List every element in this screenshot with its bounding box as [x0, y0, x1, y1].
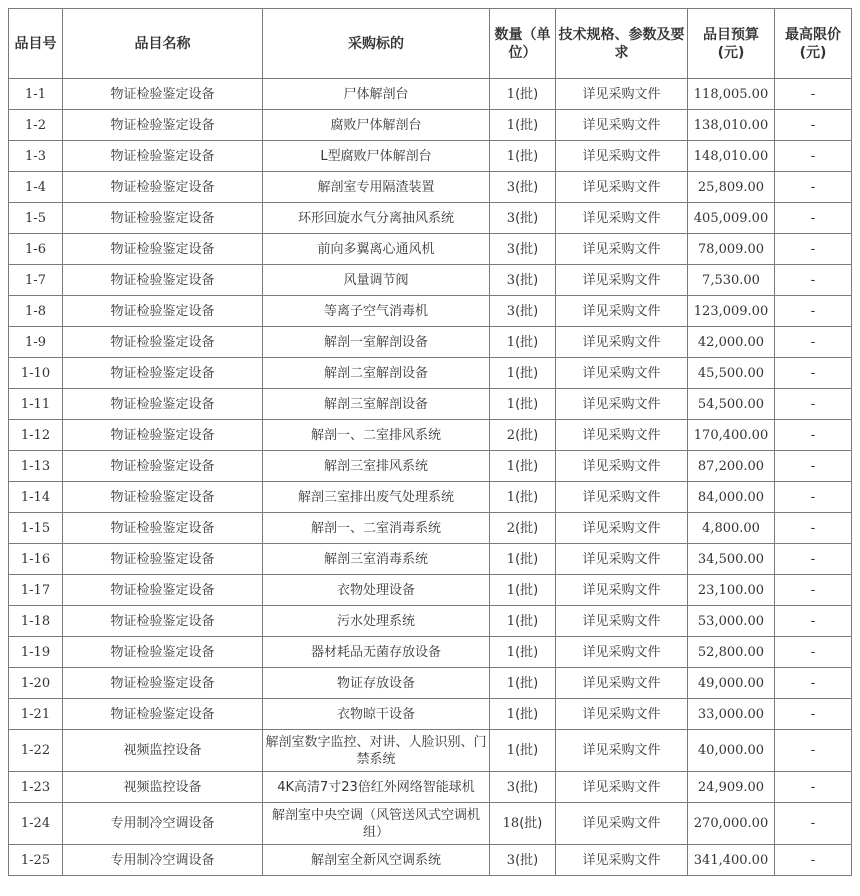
item-no-cell: 1-14 [9, 482, 63, 513]
spec-cell: 详见采购文件 [556, 845, 688, 876]
spec-cell: 详见采购文件 [556, 575, 688, 606]
quantity-cell [490, 803, 556, 845]
target-cell: 器材耗品无菌存放设备 [263, 637, 490, 668]
limit-cell: - [775, 172, 852, 203]
spec-cell: 详见采购文件 [556, 699, 688, 730]
table-row [9, 772, 852, 803]
target-cell: 解剖二室解剖设备 [263, 358, 490, 389]
quantity-unit: (批) [515, 117, 539, 133]
table-row [9, 637, 852, 668]
quantity-cell [490, 544, 556, 575]
limit-cell: - [775, 482, 852, 513]
quantity-number: 3 [506, 852, 516, 868]
budget-cell: 148,010.00 [688, 141, 775, 172]
spec-cell: 详见采购文件 [556, 451, 688, 482]
table-row [9, 296, 852, 327]
quantity-number: 1 [506, 365, 516, 381]
spec-cell: 详见采购文件 [556, 327, 688, 358]
quantity-cell [490, 637, 556, 668]
quantity-number: 2 [506, 427, 516, 443]
category-cell: 物证检验鉴定设备 [63, 575, 263, 606]
target-cell: 4K高清7寸23倍红外网络智能球机 [263, 772, 490, 803]
quantity-unit: (批) [515, 520, 539, 536]
target-cell: 污水处理系统 [263, 606, 490, 637]
quantity-number: 1 [506, 396, 516, 412]
item-no-cell: 1-2 [9, 110, 63, 141]
budget-cell: 25,809.00 [688, 172, 775, 203]
quantity-cell [490, 451, 556, 482]
quantity-unit: (批) [515, 779, 539, 795]
limit-cell: - [775, 513, 852, 544]
spec-cell: 详见采购文件 [556, 110, 688, 141]
quantity-cell [490, 358, 556, 389]
target-cell: 环形回旋水气分离抽风系统 [263, 203, 490, 234]
limit-cell: - [775, 730, 852, 772]
quantity-number: 1 [506, 551, 516, 567]
quantity-number: 1 [506, 489, 516, 505]
item-no-cell: 1-20 [9, 668, 63, 699]
limit-cell: - [775, 803, 852, 845]
spec-cell: 详见采购文件 [556, 141, 688, 172]
target-cell: 解剖一、二室消毒系统 [263, 513, 490, 544]
quantity-number: 1 [506, 582, 516, 598]
limit-cell: - [775, 79, 852, 110]
quantity-unit: (批) [515, 241, 539, 257]
quantity-cell [490, 482, 556, 513]
table-row [9, 141, 852, 172]
category-cell: 物证检验鉴定设备 [63, 637, 263, 668]
quantity-unit: (批) [515, 272, 539, 288]
quantity-unit: (批) [515, 210, 539, 226]
spec-cell: 详见采购文件 [556, 513, 688, 544]
quantity-number: 18 [502, 816, 520, 831]
budget-cell: 87,200.00 [688, 451, 775, 482]
target-cell: 解剖室数字监控、对讲、人脸识别、门禁系统 [263, 730, 490, 772]
category-cell: 物证检验鉴定设备 [63, 699, 263, 730]
quantity-number: 1 [506, 86, 516, 102]
item-no-cell: 1-10 [9, 358, 63, 389]
quantity-unit: (批) [519, 816, 543, 831]
item-no-cell: 1-24 [9, 803, 63, 845]
budget-cell: 23,100.00 [688, 575, 775, 606]
target-cell: 尸体解剖台 [263, 79, 490, 110]
header-category: 品目名称 [63, 9, 263, 79]
category-cell: 物证检验鉴定设备 [63, 79, 263, 110]
item-no-cell: 1-1 [9, 79, 63, 110]
quantity-unit: (批) [515, 458, 539, 474]
quantity-unit: (批) [515, 303, 539, 319]
header-spec: 技术规格、参数及要求 [556, 9, 688, 79]
category-cell: 物证检验鉴定设备 [63, 234, 263, 265]
budget-cell: 49,000.00 [688, 668, 775, 699]
spec-cell: 详见采购文件 [556, 203, 688, 234]
quantity-unit: (批) [515, 489, 539, 505]
quantity-number: 1 [506, 706, 516, 722]
spec-cell: 详见采购文件 [556, 772, 688, 803]
budget-cell: 405,009.00 [688, 203, 775, 234]
limit-cell: - [775, 203, 852, 234]
quantity-cell [490, 172, 556, 203]
quantity-cell [490, 699, 556, 730]
table-body [9, 79, 852, 876]
quantity-number: 3 [506, 210, 516, 226]
header-item-no: 品目号 [9, 9, 63, 79]
quantity-unit: (批) [515, 852, 539, 868]
category-cell: 物证检验鉴定设备 [63, 110, 263, 141]
item-no-cell: 1-7 [9, 265, 63, 296]
category-cell: 专用制冷空调设备 [63, 803, 263, 845]
quantity-cell [490, 606, 556, 637]
budget-cell: 270,000.00 [688, 803, 775, 845]
quantity-unit: (批) [515, 86, 539, 102]
limit-cell: - [775, 668, 852, 699]
item-no-cell: 1-25 [9, 845, 63, 876]
budget-cell: 341,400.00 [688, 845, 775, 876]
quantity-number: 3 [506, 272, 516, 288]
limit-cell: - [775, 389, 852, 420]
table-row [9, 420, 852, 451]
quantity-number: 2 [506, 520, 516, 536]
header-row [9, 9, 852, 79]
quantity-number: 3 [506, 779, 516, 795]
quantity-cell [490, 513, 556, 544]
budget-cell: 42,000.00 [688, 327, 775, 358]
budget-cell: 33,000.00 [688, 699, 775, 730]
spec-cell: 详见采购文件 [556, 358, 688, 389]
category-cell: 物证检验鉴定设备 [63, 544, 263, 575]
limit-cell: - [775, 544, 852, 575]
quantity-unit: (批) [515, 551, 539, 567]
item-no-cell: 1-21 [9, 699, 63, 730]
limit-cell: - [775, 358, 852, 389]
spec-cell: 详见采购文件 [556, 234, 688, 265]
quantity-cell [490, 668, 556, 699]
quantity-cell [490, 296, 556, 327]
spec-cell: 详见采购文件 [556, 482, 688, 513]
budget-cell: 52,800.00 [688, 637, 775, 668]
header-limit: 最高限价(元) [775, 9, 852, 79]
quantity-unit: (批) [515, 675, 539, 691]
target-cell: 解剖室专用隔渣装置 [263, 172, 490, 203]
budget-cell: 45,500.00 [688, 358, 775, 389]
target-cell: L型腐败尸体解剖台 [263, 141, 490, 172]
category-cell: 物证检验鉴定设备 [63, 513, 263, 544]
limit-cell: - [775, 327, 852, 358]
quantity-cell [490, 110, 556, 141]
quantity-number: 3 [506, 241, 516, 257]
budget-cell: 170,400.00 [688, 420, 775, 451]
quantity-number: 1 [506, 334, 516, 350]
limit-cell: - [775, 772, 852, 803]
category-cell: 物证检验鉴定设备 [63, 141, 263, 172]
item-no-cell: 1-8 [9, 296, 63, 327]
category-cell: 物证检验鉴定设备 [63, 606, 263, 637]
category-cell: 物证检验鉴定设备 [63, 265, 263, 296]
quantity-number: 1 [506, 743, 516, 758]
spec-cell: 详见采购文件 [556, 420, 688, 451]
table-row [9, 110, 852, 141]
quantity-number: 3 [506, 179, 516, 195]
item-no-cell: 1-5 [9, 203, 63, 234]
budget-cell: 118,005.00 [688, 79, 775, 110]
target-cell: 解剖三室消毒系统 [263, 544, 490, 575]
quantity-number: 1 [506, 148, 516, 164]
category-cell: 物证检验鉴定设备 [63, 172, 263, 203]
budget-cell: 138,010.00 [688, 110, 775, 141]
quantity-number: 1 [506, 613, 516, 629]
limit-cell: - [775, 606, 852, 637]
target-cell: 解剖三室排风系统 [263, 451, 490, 482]
header-quantity: 数量（单位） [490, 9, 556, 79]
budget-cell: 4,800.00 [688, 513, 775, 544]
spec-cell: 详见采购文件 [556, 544, 688, 575]
header-target: 采购标的 [263, 9, 490, 79]
budget-cell: 7,530.00 [688, 265, 775, 296]
budget-cell: 84,000.00 [688, 482, 775, 513]
limit-cell: - [775, 845, 852, 876]
quantity-cell [490, 327, 556, 358]
spec-cell: 详见采购文件 [556, 637, 688, 668]
quantity-unit: (批) [515, 396, 539, 412]
limit-cell: - [775, 296, 852, 327]
quantity-cell [490, 845, 556, 876]
limit-cell: - [775, 265, 852, 296]
table-row [9, 803, 852, 845]
quantity-number: 1 [506, 675, 516, 691]
category-cell: 物证检验鉴定设备 [63, 389, 263, 420]
procurement-table [8, 8, 852, 876]
target-cell: 衣物处理设备 [263, 575, 490, 606]
budget-cell: 24,909.00 [688, 772, 775, 803]
quantity-unit: (批) [515, 427, 539, 443]
quantity-cell [490, 420, 556, 451]
category-cell: 视频监控设备 [63, 730, 263, 772]
quantity-number: 3 [506, 303, 516, 319]
table-row [9, 668, 852, 699]
category-cell: 物证检验鉴定设备 [63, 420, 263, 451]
quantity-unit: (批) [515, 743, 539, 758]
quantity-number: 1 [506, 117, 516, 133]
target-cell: 风量调节阀 [263, 265, 490, 296]
quantity-cell [490, 730, 556, 772]
item-no-cell: 1-11 [9, 389, 63, 420]
quantity-unit: (批) [515, 706, 539, 722]
spec-cell: 详见采购文件 [556, 803, 688, 845]
item-no-cell: 1-12 [9, 420, 63, 451]
quantity-unit: (批) [515, 365, 539, 381]
budget-cell: 40,000.00 [688, 730, 775, 772]
category-cell: 视频监控设备 [63, 772, 263, 803]
table-row [9, 544, 852, 575]
table-row [9, 265, 852, 296]
limit-cell: - [775, 699, 852, 730]
target-cell: 解剖三室排出废气处理系统 [263, 482, 490, 513]
table-row [9, 606, 852, 637]
quantity-unit: (批) [515, 582, 539, 598]
target-cell: 衣物晾干设备 [263, 699, 490, 730]
target-cell: 解剖室全新风空调系统 [263, 845, 490, 876]
table-row [9, 575, 852, 606]
budget-cell: 78,009.00 [688, 234, 775, 265]
table-row [9, 389, 852, 420]
quantity-cell [490, 772, 556, 803]
budget-cell: 54,500.00 [688, 389, 775, 420]
target-cell: 前向多翼离心通风机 [263, 234, 490, 265]
target-cell: 解剖室中央空调（风管送风式空调机组） [263, 803, 490, 845]
table-row [9, 699, 852, 730]
spec-cell: 详见采购文件 [556, 172, 688, 203]
table-row [9, 513, 852, 544]
quantity-cell [490, 389, 556, 420]
quantity-cell [490, 203, 556, 234]
quantity-cell [490, 234, 556, 265]
target-cell: 腐败尸体解剖台 [263, 110, 490, 141]
table-row [9, 482, 852, 513]
budget-cell: 53,000.00 [688, 606, 775, 637]
spec-cell: 详见采购文件 [556, 389, 688, 420]
item-no-cell: 1-19 [9, 637, 63, 668]
limit-cell: - [775, 141, 852, 172]
quantity-unit: (批) [515, 334, 539, 350]
quantity-unit: (批) [515, 148, 539, 164]
budget-cell: 34,500.00 [688, 544, 775, 575]
target-cell: 解剖三室解剖设备 [263, 389, 490, 420]
table-row [9, 327, 852, 358]
item-no-cell: 1-6 [9, 234, 63, 265]
target-cell: 解剖一、二室排风系统 [263, 420, 490, 451]
spec-cell: 详见采购文件 [556, 79, 688, 110]
quantity-unit: (批) [515, 644, 539, 660]
target-cell: 物证存放设备 [263, 668, 490, 699]
header-budget: 品目预算(元) [688, 9, 775, 79]
table-row [9, 845, 852, 876]
item-no-cell: 1-13 [9, 451, 63, 482]
category-cell: 物证检验鉴定设备 [63, 203, 263, 234]
target-cell: 解剖一室解剖设备 [263, 327, 490, 358]
budget-cell: 123,009.00 [688, 296, 775, 327]
target-cell: 等离子空气消毒机 [263, 296, 490, 327]
category-cell: 物证检验鉴定设备 [63, 358, 263, 389]
spec-cell: 详见采购文件 [556, 730, 688, 772]
item-no-cell: 1-16 [9, 544, 63, 575]
item-no-cell: 1-22 [9, 730, 63, 772]
item-no-cell: 1-9 [9, 327, 63, 358]
item-no-cell: 1-4 [9, 172, 63, 203]
category-cell: 物证检验鉴定设备 [63, 451, 263, 482]
table-row [9, 172, 852, 203]
spec-cell: 详见采购文件 [556, 668, 688, 699]
item-no-cell: 1-18 [9, 606, 63, 637]
limit-cell: - [775, 110, 852, 141]
category-cell: 物证检验鉴定设备 [63, 327, 263, 358]
table-row [9, 358, 852, 389]
category-cell: 物证检验鉴定设备 [63, 296, 263, 327]
quantity-unit: (批) [515, 613, 539, 629]
spec-cell: 详见采购文件 [556, 296, 688, 327]
table-row [9, 79, 852, 110]
quantity-cell [490, 265, 556, 296]
quantity-number: 1 [506, 458, 516, 474]
quantity-number: 1 [506, 644, 516, 660]
spec-cell: 详见采购文件 [556, 606, 688, 637]
category-cell: 物证检验鉴定设备 [63, 668, 263, 699]
table-row [9, 234, 852, 265]
table-row [9, 730, 852, 772]
quantity-cell [490, 79, 556, 110]
category-cell: 物证检验鉴定设备 [63, 482, 263, 513]
quantity-cell [490, 141, 556, 172]
item-no-cell: 1-17 [9, 575, 63, 606]
item-no-cell: 1-23 [9, 772, 63, 803]
limit-cell: - [775, 451, 852, 482]
table-row [9, 451, 852, 482]
category-cell: 专用制冷空调设备 [63, 845, 263, 876]
quantity-unit: (批) [515, 179, 539, 195]
limit-cell: - [775, 575, 852, 606]
quantity-cell [490, 575, 556, 606]
item-no-cell: 1-15 [9, 513, 63, 544]
limit-cell: - [775, 420, 852, 451]
limit-cell: - [775, 637, 852, 668]
table-row [9, 203, 852, 234]
spec-cell: 详见采购文件 [556, 265, 688, 296]
limit-cell: - [775, 234, 852, 265]
item-no-cell: 1-3 [9, 141, 63, 172]
